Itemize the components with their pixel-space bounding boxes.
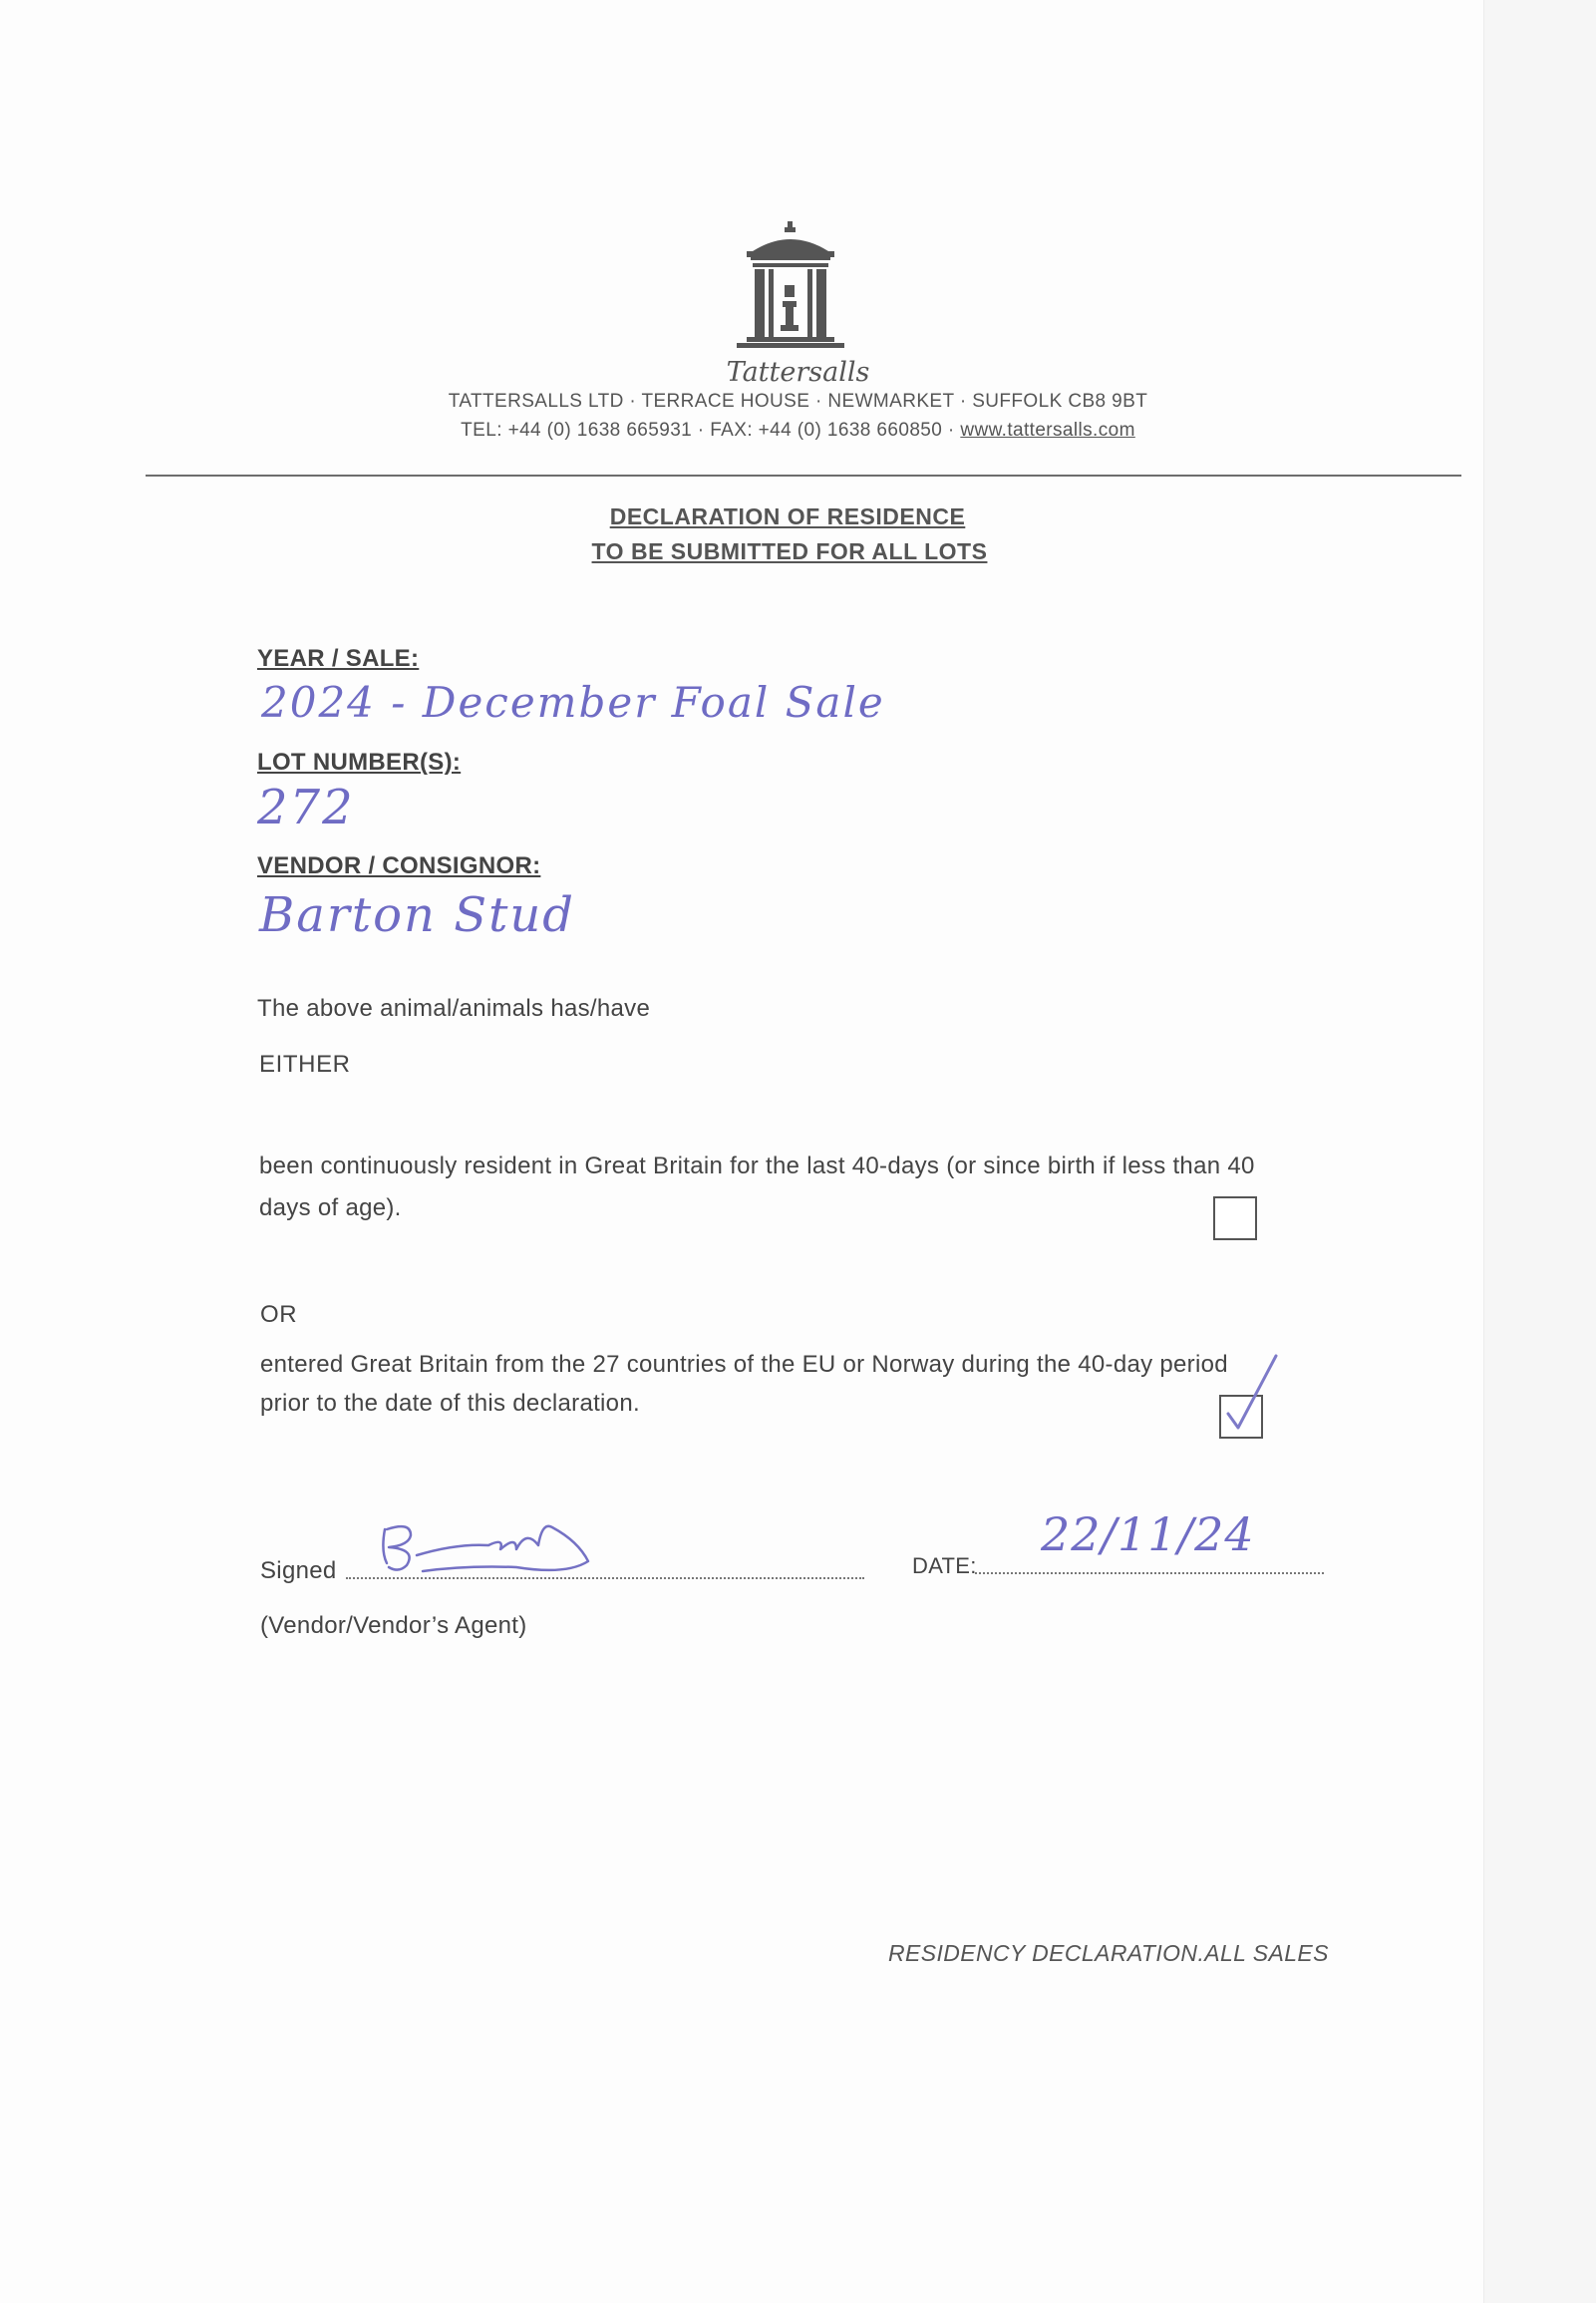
date-label: DATE: (912, 1553, 977, 1578)
date-line (975, 1572, 1324, 1574)
option1-checkbox[interactable] (1213, 1196, 1257, 1240)
contact-numbers: TEL: +44 (0) 1638 665931 · FAX: +44 (0) 1638 660850 · (461, 420, 961, 441)
company-address: TATTERSALLS LTD · TERRACE HOUSE · NEWMARKET · SUFFOLK CB8 9BT (448, 391, 1148, 412)
company-contact (0, 420, 1596, 442)
statement-intro: The above animal/animals has/have (257, 995, 651, 1022)
form-title: DECLARATION OF RESIDENCE (609, 503, 966, 529)
website-link[interactable]: www.tattersalls.com (960, 420, 1135, 441)
header-divider (146, 475, 1461, 477)
either-label: EITHER (259, 1051, 351, 1078)
option1-text-line2: days of age). (259, 1194, 402, 1221)
option2-text-line1: entered Great Britain from the 27 countries of the EU or Norway during the 40-day period (260, 1351, 1228, 1378)
year-sale-value[interactable]: 2024 - December Foal Sale (261, 678, 885, 727)
checkmark-icon (1218, 1348, 1298, 1438)
tattersalls-logo-icon (733, 221, 848, 359)
lot-number-label: LOT NUMBER(S): (257, 749, 462, 776)
handwritten-signature (377, 1515, 596, 1581)
brand-name: Tattersalls (726, 357, 870, 388)
signed-label: Signed (260, 1557, 337, 1584)
date-value[interactable]: 22/11/24 (1041, 1507, 1255, 1561)
or-label: OR (260, 1301, 298, 1328)
vendor-agent-note: (Vendor/Vendor’s Agent) (260, 1612, 527, 1639)
lot-number-value[interactable]: 272 (257, 780, 355, 835)
vendor-label: VENDOR / CONSIGNOR: (257, 852, 541, 879)
form-code: RESIDENCY DECLARATION.ALL SALES (888, 1940, 1329, 1966)
form-subtitle: TO BE SUBMITTED FOR ALL LOTS (591, 538, 988, 564)
option2-text-line2: prior to the date of this declaration. (260, 1390, 640, 1417)
option1-text-line1: been continuously resident in Great Britain for the last 40-days (or since birth if less than 40 (259, 1152, 1255, 1179)
year-sale-label: YEAR / SALE: (257, 645, 420, 672)
vendor-value[interactable]: Barton Stud (259, 887, 576, 943)
page-edge (1483, 0, 1596, 2303)
